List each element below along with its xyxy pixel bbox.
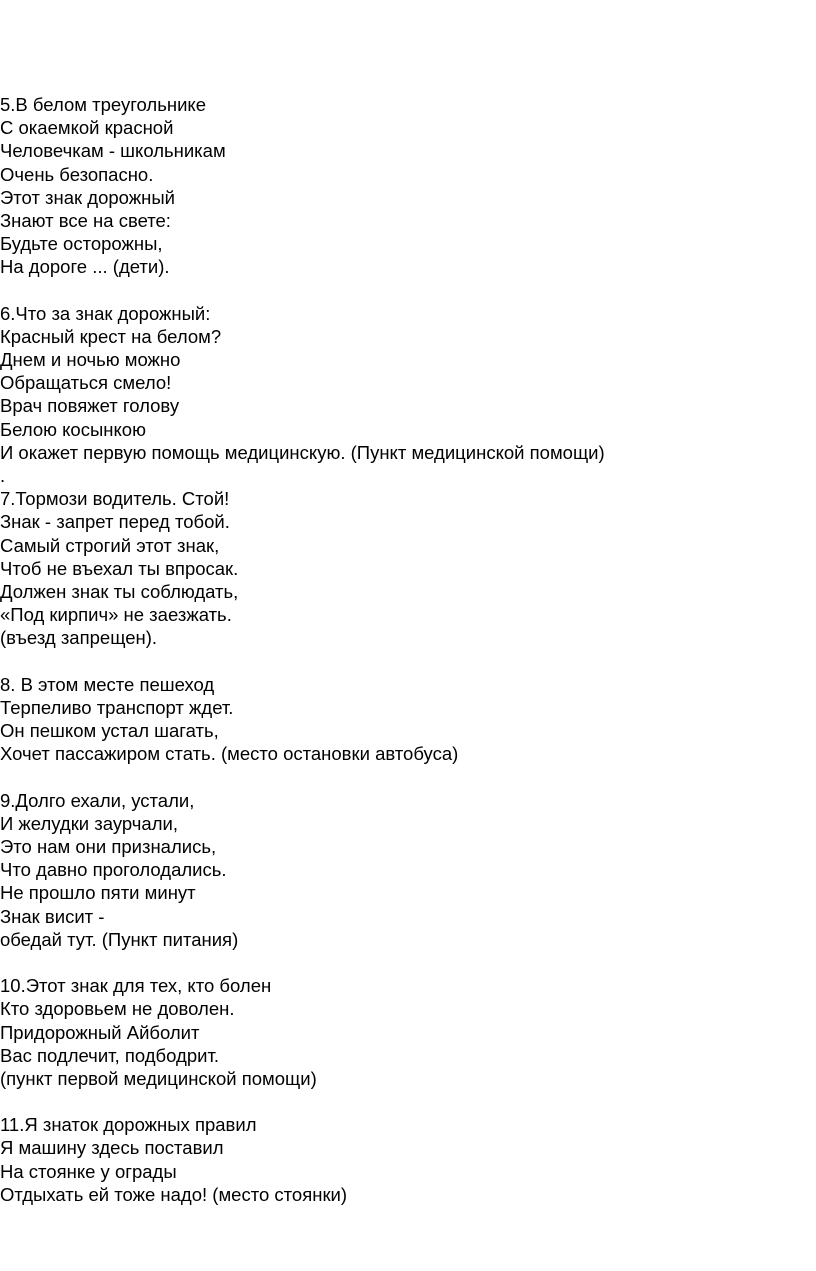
text-line: Это нам они признались, <box>0 836 217 857</box>
text-line: С окаемкой красной <box>0 117 174 139</box>
text-line: Знак висит - <box>0 905 105 927</box>
text-line: Я машину здесь поставил <box>0 1137 224 1159</box>
text-line: Белою косынкою <box>0 418 146 440</box>
paragraph-spacer <box>0 279 800 302</box>
text-line: На стоянке у ограды <box>0 1160 177 1182</box>
text-line: На дороге ... (дети). <box>0 256 170 278</box>
text-line: 9.Долго ехали, устали, <box>0 789 195 811</box>
text-line: Чтоб не въехал ты впросак. <box>0 557 239 579</box>
text-line: Врач повяжет голову <box>0 395 180 417</box>
riddle-6-7 <box>0 302 800 650</box>
text-line: Что давно проголодались. <box>0 859 227 881</box>
riddle-8 <box>0 673 800 766</box>
paragraph-spacer <box>0 765 800 788</box>
text-line: Он пешком устал шагать, <box>0 720 219 742</box>
text-line: Придорожный Айболит <box>0 1021 200 1043</box>
text-line: Днем и ночью можно <box>0 349 181 371</box>
text-line: Кто здоровьем не доволен. <box>0 998 235 1020</box>
text-line: Знают все на свете: <box>0 209 171 231</box>
text-line: Этот знак дорожный <box>0 186 175 208</box>
riddle-9 <box>0 789 800 951</box>
text-line: 7.Тормози водитель. Стой! <box>0 488 230 510</box>
text-line: Не прошло пяти минут <box>0 882 196 904</box>
text-line: Самый строгий этот знак, <box>0 534 220 556</box>
text-line: Терпеливо транспорт ждет. <box>0 696 234 718</box>
document-page <box>0 93 800 1206</box>
text-line: Очень безопасно. <box>0 163 154 185</box>
text-line: (пункт первой медицинской помощи) <box>0 1067 317 1089</box>
text-line: Красный крест на белом? <box>0 325 222 347</box>
riddle-5 <box>0 93 800 279</box>
text-line: (въезд запрещен). <box>0 627 158 649</box>
text-line: Будьте осторожны, <box>0 233 163 255</box>
text-line: 6.Что за знак дорожный: <box>0 302 211 324</box>
text-line: Обращаться смело! <box>0 372 172 394</box>
text-line: 11.Я знаток дорожных правил <box>0 1114 257 1136</box>
text-line: И окажет первую помощь медицинскую. (Пункт медицинской помощи) <box>0 441 605 463</box>
text-line: Знак - запрет перед тобой. <box>0 511 230 533</box>
text-line: 5.В белом треугольнике <box>0 94 207 115</box>
riddle-11 <box>0 1113 800 1206</box>
text-line: Отдыхать ей тоже надо! (место стоянки) <box>0 1183 348 1205</box>
text-line: обедай тут. (Пункт питания) <box>0 928 239 950</box>
text-line: 10.Этот знак для тех, кто болен <box>0 975 272 997</box>
text-line: И желудки заурчали, <box>0 812 178 834</box>
paragraph-spacer <box>0 650 800 673</box>
paragraph-spacer <box>0 951 800 974</box>
text-line: «Под кирпич» не заезжать. <box>0 604 232 626</box>
text-line: 8. В этом месте пешеход <box>0 673 215 695</box>
riddle-10 <box>0 974 800 1090</box>
text-line: Вас подлечит, подбодрит. <box>0 1044 220 1066</box>
text-line: Хочет пассажиром стать. (место остановки автобуса) <box>0 743 459 765</box>
text-line: . <box>0 465 6 486</box>
text-line: Должен знак ты соблюдать, <box>0 580 239 602</box>
text-line: Человечкам - школьникам <box>0 140 226 162</box>
paragraph-spacer <box>0 1090 800 1113</box>
